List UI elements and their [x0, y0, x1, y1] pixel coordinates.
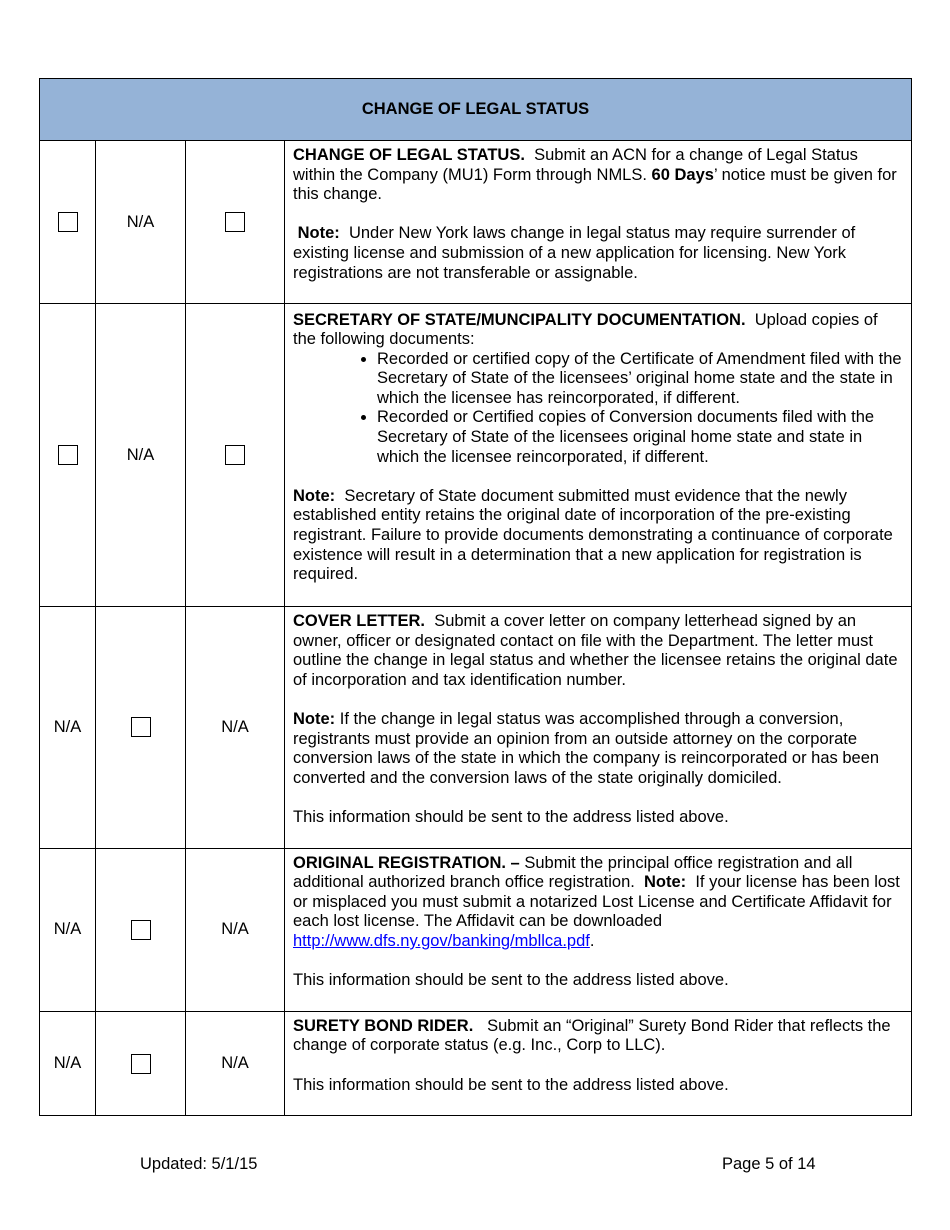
checkbox[interactable]	[131, 717, 151, 737]
list-item: • Recorded or Certified copies of Conversion documents filed with the Secretary of State of the licensees original home state and state in which the licensee reincorporated, if different.	[377, 408, 903, 467]
note-label: Note:	[297, 224, 340, 243]
checkbox[interactable]	[58, 212, 78, 232]
description-cell: ORIGINAL REGISTRATION. – Submit the principal office registration and all additional authorized branch office registration. Note: If your license has been lost or misplaced you must submit a notarized Lost License and Certificate Affidavit for each lost license. The Affidavit can be downloaded http://www.dfs.ny.gov/banking/mbllca.pdf. This information should be sent to the address listed above.	[285, 848, 912, 1011]
na-cell: N/A	[186, 607, 285, 849]
na-cell: N/A	[40, 848, 96, 1011]
description-cell: COVER LETTER. Submit a cover letter on company letterhead signed by an owner, officer or designated contact on file with the Department. The letter must outline the change in legal status and whether the licensee retains the original date of incorporation and tax identification number. Note: If the change in legal status was accomplished through a conversion, registrants must provide an opinion from an outside attorney on the corporate conversion laws of the state in which the company is reincorporated or has been converted and the conversion laws of the state originally domiciled. This information should be sent to the address listed above.	[285, 607, 912, 849]
check-cell[interactable]	[96, 607, 186, 849]
section-header: CHANGE OF LEGAL STATUS	[40, 79, 912, 141]
address-note: This information should be sent to the address listed above.	[293, 1075, 729, 1094]
description-cell: CHANGE OF LEGAL STATUS. Submit an ACN for a change of Legal Status within the Company (MU1) Form through NMLS. 60 Days’ notice must be given for this change. Note: Under New York laws change in legal status may require surrender of existing license and submission of a new application for licensing. New York registrations are not transferable or assignable.	[285, 141, 912, 304]
address-note: This information should be sent to the address listed above.	[293, 808, 729, 827]
check-cell[interactable]	[96, 848, 186, 1011]
na-cell: N/A	[96, 141, 186, 304]
item-title: CHANGE OF LEGAL STATUS.	[293, 146, 525, 164]
checkbox[interactable]	[58, 445, 78, 465]
na-cell: N/A	[186, 848, 285, 1011]
table-row	[40, 1011, 912, 1115]
address-note: This information should be sent to the address listed above.	[293, 971, 729, 990]
item-title: COVER LETTER.	[293, 612, 426, 631]
table-row	[40, 141, 912, 304]
page-number: Page 5 of 14	[722, 1155, 816, 1173]
note-label: Note:	[293, 486, 336, 505]
check-cell[interactable]	[96, 1011, 186, 1115]
list-item: • Recorded or certified copy of the Certificate of Amendment filed with the Secretary of State of the licensees’ original home state and the state in which the licensee has reincorporated, if different.	[377, 350, 903, 409]
description-cell: SURETY BOND RIDER. Submit an “Original” Surety Bond Rider that reflects the change of corporate status (e.g. Inc., Corp to LLC). This information should be sent to the address listed above.	[285, 1011, 912, 1115]
na-cell: N/A	[40, 607, 96, 849]
table-row	[40, 607, 912, 849]
checkbox[interactable]	[131, 1054, 151, 1074]
na-cell: N/A	[40, 1011, 96, 1115]
legal-status-table	[39, 78, 912, 1116]
table-row	[40, 304, 912, 607]
na-cell: N/A	[186, 1011, 285, 1115]
check-cell[interactable]	[186, 304, 285, 607]
updated-date: Updated: 5/1/15	[140, 1155, 258, 1173]
item-title: ORIGINAL REGISTRATION. –	[293, 853, 520, 872]
check-cell[interactable]	[186, 141, 285, 304]
checkbox[interactable]	[131, 920, 151, 940]
document-list	[293, 350, 903, 468]
item-title: SECRETARY OF STATE/MUNCIPALITY DOCUMENTATION.	[293, 310, 746, 329]
checkbox[interactable]	[225, 212, 245, 232]
checkbox[interactable]	[225, 445, 245, 465]
table-row	[40, 848, 912, 1011]
note-label: Note:	[293, 710, 336, 729]
item-title: SURETY BOND RIDER.	[293, 1016, 474, 1035]
check-cell[interactable]	[40, 304, 96, 607]
check-cell[interactable]	[40, 141, 96, 304]
description-cell: SECRETARY OF STATE/MUNCIPALITY DOCUMENTATION. Upload copies of the following documents: • Recorded or certified copy of the Certificate of Amendment filed with the Secretary of State of the licensees’ original home state and the state in which the licensee has reincorporated, if different. • Recorded or Certified copies of Conversion documents filed with the Secretary of State of the licensees original home state and state in which the licensee reincorporated, if different. Note: Secretary of State document submitted must evidence that the newly established entity retains the original date of incorporation of the pre-existing registrant. Failure to provide documents demonstrating a continuance of corporate existence will result in a determination that a new application for registration is required.	[285, 304, 912, 607]
affidavit-link[interactable]: http://www.dfs.ny.gov/banking/mbllca.pdf	[293, 932, 590, 951]
na-cell: N/A	[96, 304, 186, 607]
note-label: Note:	[644, 873, 687, 892]
